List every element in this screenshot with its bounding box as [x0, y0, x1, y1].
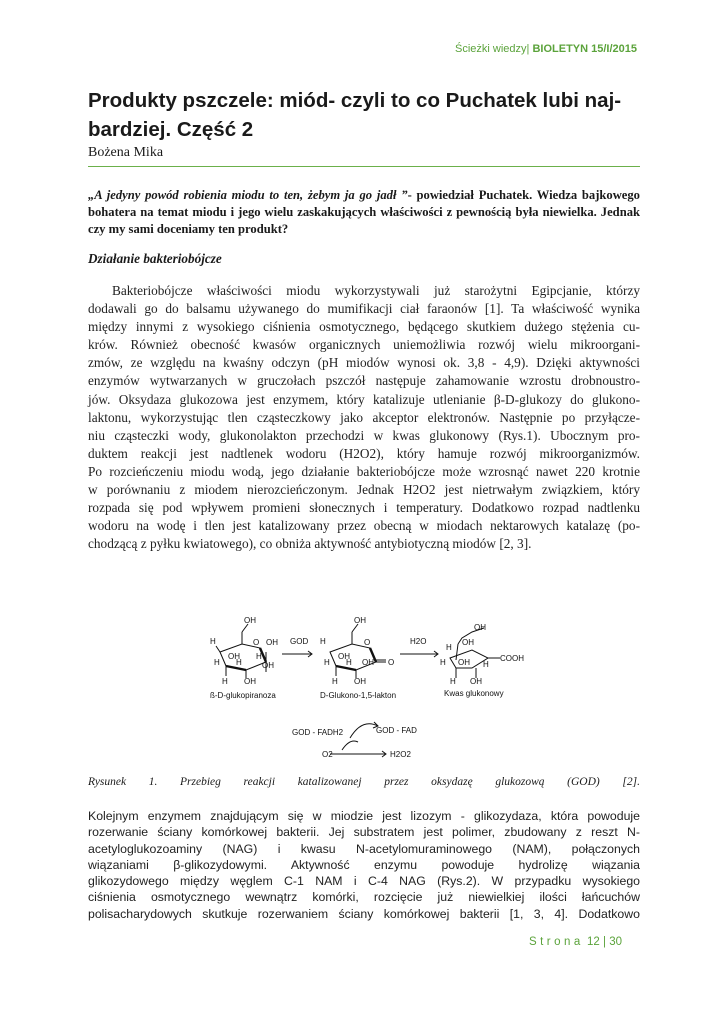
- lactone-h-3: H: [346, 658, 352, 667]
- body-paragraph-2: [88, 808, 640, 922]
- god-label: GOD: [290, 637, 309, 646]
- p1-line: duktem reakcji jest nadtlenek wodoru (H2O2), który hamuje rozwój mikroorganizmów.: [88, 445, 640, 461]
- glucose-ring-o: O: [253, 638, 260, 647]
- caption-word: (GOD): [567, 776, 600, 788]
- p2-line: wiązaniami β-glikozydowymi. Aktywność enzymu powoduje hydrolizę wiązania: [88, 857, 640, 872]
- lead-quote: „A jedyny powód robienia miodu to ten, żebym ja go jadł ”: [88, 188, 408, 202]
- glucose-h-1: H: [256, 652, 262, 661]
- p1-line: niu cząsteczki wody, glukonolakton przechodzi w kwas glukonowy (Rys.1). Ubocznym pro-: [88, 427, 640, 443]
- lead-rest: - powiedział Puchatek. Wiedza bajkowego bohatera na temat miodu i jego wielu zaskakujących właściwości z pewnością była niewielka. Jednak czy my sami doceniamy ten produkt?: [88, 188, 640, 236]
- p2-line: rozerwanie ściany komórkowej bakterii. Jej substratem jest polimer, zbudowany z reszt N-: [88, 825, 640, 840]
- gluconic-acid-structure: [450, 628, 500, 678]
- p1-line: krów. Również obecność kwasów organicznych uniemożliwia rozwój wielu mikroorgani-: [88, 337, 640, 353]
- p1-line: rozpada się pod wpływem promieni słonecznych i temperatury. Dodatkowo rozpad nadtlenku: [88, 500, 640, 516]
- acid-h-bottom: H: [450, 677, 456, 686]
- p1-line: Po rozcieńczeniu miodu wodą, jego działanie bakteriobójcze może wzrosnąć nawet 220 krotnie: [88, 463, 640, 479]
- glucose-h-bottom: H: [222, 677, 228, 686]
- caption-word: 1.: [148, 776, 158, 788]
- acid-oh-4: OH: [458, 658, 470, 667]
- caption-word: Przebieg: [180, 776, 221, 788]
- lactone-structure: [330, 624, 386, 678]
- p1-line: jów. Oksydaza glukozowa jest enzymem, który katalizuje utlenianie β-D-glukozy do glukono-: [88, 391, 640, 407]
- lactone-carbonyl-o: O: [388, 658, 395, 667]
- h2o2-label: H2O2: [390, 750, 411, 759]
- title-line-1: Produkty pszczele: miód- czyli to co Puchatek lubi naj-: [88, 89, 622, 112]
- god-fadh2-label: GOD - FADH2: [292, 728, 344, 737]
- p2-line: ciśnienia osmotycznego wewnątrz komórki, rozcięcie już niewielkiej ilości łańcuchów: [88, 890, 640, 905]
- p2-line: polisacharydowych skutkuje rozerwaniem ściany komórkowej bakterii [1, 3, 4]. Dodatkowo: [88, 906, 640, 921]
- h2o-label: H2O: [410, 637, 427, 646]
- caption-word: przez: [384, 776, 409, 788]
- cycle-arrow-bottom: [342, 741, 358, 750]
- running-header: [455, 43, 637, 55]
- lactone-h-bottom: H: [332, 677, 338, 686]
- figure-caption: [88, 776, 640, 788]
- lactone-h-4: H: [324, 658, 330, 667]
- author-name: Bożena Mika: [88, 145, 164, 160]
- lactone-oh-2: OH: [362, 658, 374, 667]
- body-paragraph-1: [88, 282, 640, 553]
- acid-oh-mid: OH: [462, 638, 474, 647]
- acid-oh-top: OH: [474, 623, 486, 632]
- caption-word: katalizowanej: [297, 776, 362, 788]
- cycle-arrow-top: [350, 724, 378, 738]
- glucose-oh-2: OH: [262, 661, 274, 670]
- p1-line: wodoru na wodę i tlen jest katalizowany przez obecną w miodach nektarowych katalazę (po-: [88, 518, 640, 534]
- acid-h-2: H: [483, 660, 489, 669]
- footer-page-number: 12 | 30: [587, 936, 622, 948]
- p2-line: acetyloglukozoaminy (NAG) i kwasu N-acetylomuraminowego (NAM), połączonych: [88, 841, 640, 856]
- acid-oh-bottom: OH: [470, 677, 482, 686]
- lactone-label: D-Glukono-1,5-lakton: [320, 691, 397, 700]
- lactone-h: H: [320, 637, 326, 646]
- p1-line: w porównaniu z miodem nierozcieńczonym. Jednak H2O2 jest nietrwałym związkiem, który: [88, 482, 640, 498]
- glucose-oh-top: OH: [244, 616, 256, 625]
- acid-cooh: COOH: [500, 654, 524, 663]
- header-issue: BIOLETYN 15/I/2015: [532, 43, 637, 55]
- title-line-2: bardziej. Część 2: [88, 118, 254, 141]
- section-title: Działanie bakteriobójcze: [88, 251, 222, 266]
- glucose-h: H: [210, 637, 216, 646]
- header-series: Ścieżki wiedzy|: [455, 43, 530, 55]
- lactone-oh-top: OH: [354, 616, 366, 625]
- lead-paragraph: [88, 187, 640, 238]
- caption-word: Rysunek: [88, 776, 127, 788]
- glucose-h-3: H: [236, 658, 242, 667]
- god-fad-label: GOD - FAD: [376, 726, 417, 735]
- acid-h-4: H: [440, 658, 446, 667]
- glucose-label: ß-D-glukopiranoza: [210, 691, 276, 700]
- p1-line: enzymów wytwarzanych w gruczołach pszczół następuje zahamowanie wzrostu drobnoustro-: [88, 373, 640, 389]
- o2-label: O2: [322, 750, 333, 759]
- p1-line: między innymi z wysokiego ciśnienia osmotycznego, będącego skutkiem dużego stężenia cu-: [88, 319, 640, 335]
- p1-line: zmów, ze względu na kwaśny odczyn (pH miodów wynosi ok. 3,8 - 4,9). Dzięki aktywności: [88, 355, 640, 371]
- caption-word: [2].: [622, 776, 640, 788]
- lactone-oh-bottom: OH: [354, 677, 366, 686]
- p1-line: laktonu, wykorzystując tlen cząsteczkowy jako akceptor elektronów. Następnie po przyłącze-: [88, 409, 640, 425]
- glucose-h-4: H: [214, 658, 220, 667]
- caption-word: glukozową: [495, 776, 545, 788]
- page-footer: [529, 936, 622, 948]
- p2-line: glikozydowego między węglem C-1 NAM i C-4 NAG (Rys.2). W przypadku wysokiego: [88, 874, 640, 889]
- lactone-ring-o: O: [364, 638, 371, 647]
- footer-strona: Strona: [528, 936, 584, 948]
- caption-word: oksydazę: [431, 776, 473, 788]
- lactone-oh-4: OH: [338, 652, 350, 661]
- p1-line: chodzącą z pyłku kwiatowego), co obniża aktywność antybiotyczną miodów [2, 3].: [88, 536, 532, 552]
- article-title: [88, 86, 648, 144]
- acid-h: H: [446, 643, 452, 652]
- glucose-structure: [216, 624, 266, 678]
- title-divider: [88, 166, 640, 167]
- glucose-oh-bottom: OH: [244, 677, 256, 686]
- p1-line: Bakteriobójcze właściwości miodu wykorzystywali już starożytni Egipcjanie, którzy: [112, 283, 640, 298]
- acid-label: Kwas glukonowy: [444, 689, 504, 698]
- p1-line: dodawali go do balsamu używanego do mumifikacji ciał faraonów [1]. Ta właściwość wynika: [88, 301, 640, 317]
- glucose-oh-4: OH: [228, 652, 240, 661]
- reaction-figure: [200, 610, 540, 770]
- p2-line: Kolejnym enzymem znajdującym się w miodzie jest lizozym - glikozydaza, która powoduje: [88, 809, 640, 823]
- glucose-oh-anomeric: OH: [266, 638, 278, 647]
- caption-word: reakcji: [243, 776, 276, 788]
